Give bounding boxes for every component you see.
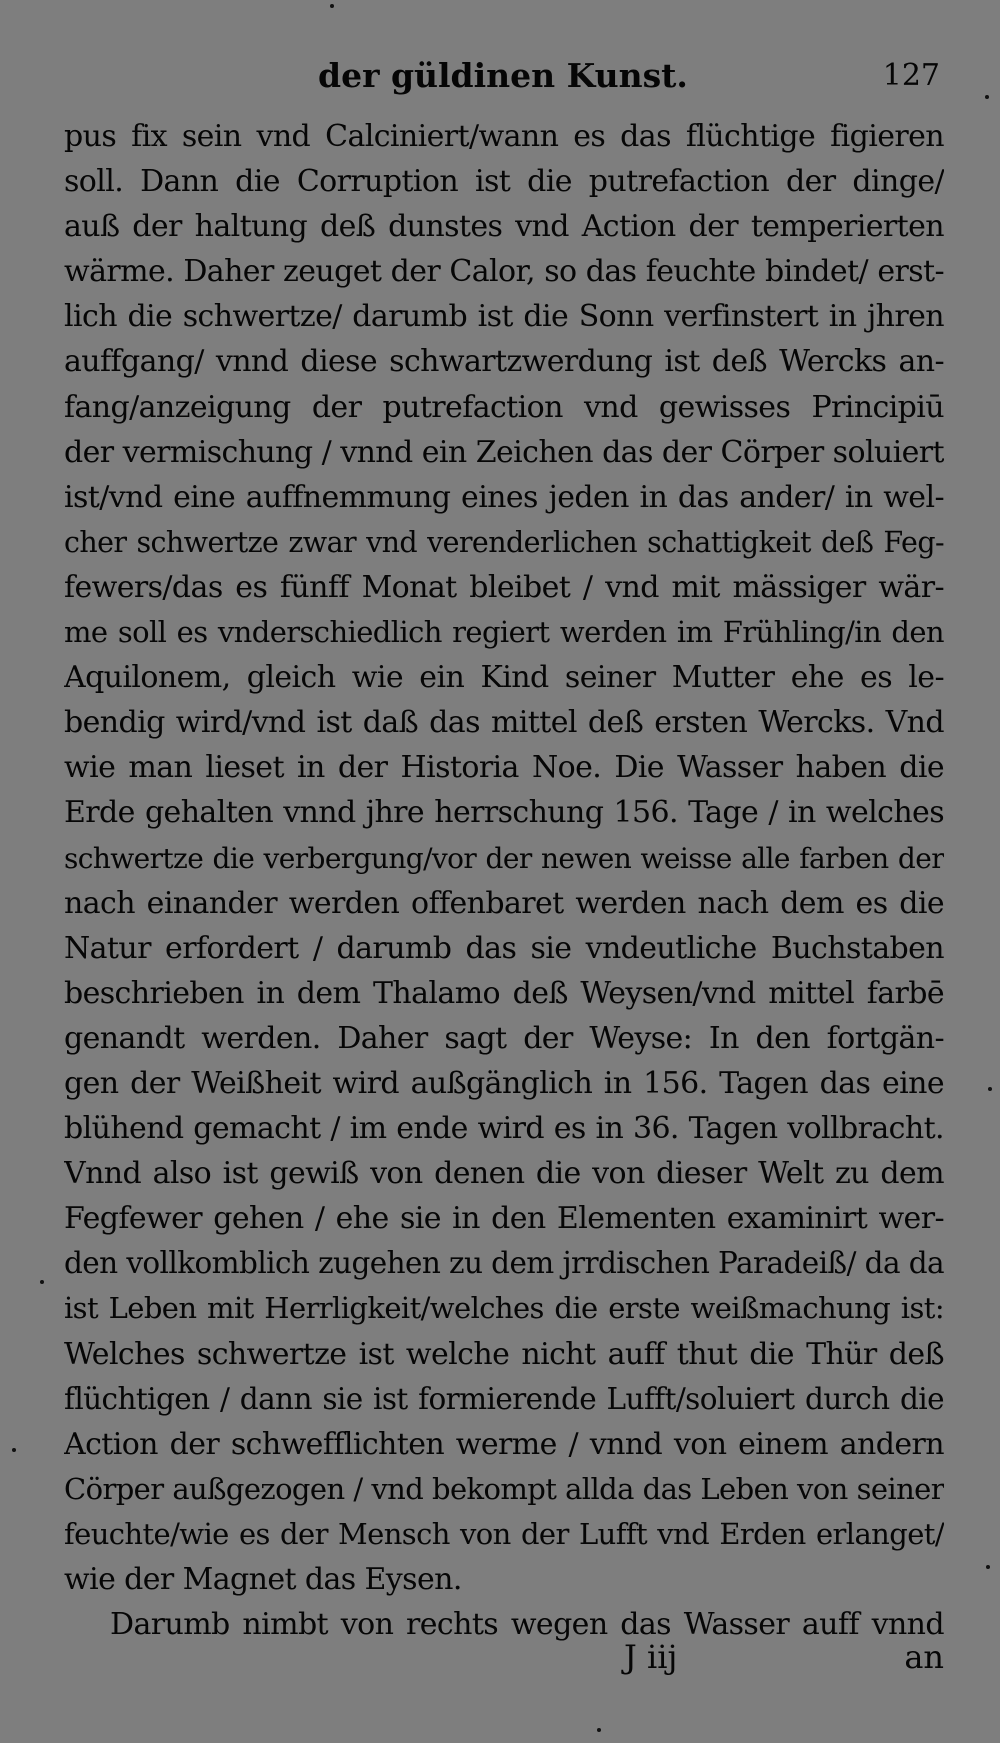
ink-speck [12,1448,16,1452]
text-line: auß der haltung deß dunstes vnd Action der temperierten [64,209,944,245]
text-line: schwertze die verbergung/vor der newen weisse alle farben der [64,841,944,875]
text-line: lich die schwertze/ darumb ist die Sonn verfinstert in jhren [64,299,944,335]
text-line: auffgang/ vnnd diese schwartzwerdung ist deß Wercks an- [64,344,944,380]
text-line: fewers/das es fünff Monat bleibet / vnd mit mässiger wär- [64,569,944,605]
text-line: beschrieben in dem Thalamo deß Weysen/vnd mittel farbē [64,975,944,1011]
text-line: flüchtigen / dann sie ist formierende Lufft/soluiert durch die [64,1381,944,1416]
text-line-paragraph-start: Darumb nimbt von rechts wegen das Wasser auff vnnd [110,1607,944,1643]
catchword: an [904,1638,944,1676]
text-line: ist/vnd eine auffnemmung eines jeden in das ander/ in wel- [64,479,944,515]
text-line: Natur erfordert / darumb das sie vndeutliche Buchstaben [64,930,944,966]
text-line: bendig wird/vnd ist daß das mittel deß ersten Wercks. Vnd [64,705,944,741]
text-line: nach einander werden offenbaret werden nach dem es die [64,885,944,921]
text-line: Fegfewer gehen / ehe sie in den Elementen examinirt wer- [64,1201,944,1237]
text-line: fang/anzeigung der putrefaction vnd gewisses Principiū [64,389,944,425]
body-text [64,114,944,1647]
text-line-paragraph-end: wie der Magnet das Eysen. [64,1562,462,1597]
running-head [60,56,940,106]
text-line: wie man lieset in der Historia Noe. Die Wasser haben die [64,750,944,786]
text-line: Aquilonem, gleich wie ein Kind seiner Mutter ehe es le- [64,660,944,696]
text-line: soll. Dann die Corruption ist die putrefaction der dinge/ [64,164,944,200]
text-line: blühend gemacht / im ende wird es in 36. Tagen vollbracht. [64,1111,944,1147]
text-line: genandt werden. Daher sagt der Weyse: In den fortgän- [64,1020,944,1056]
text-line: ist Leben mit Herrligkeit/welches die erste weißmachung ist: [64,1291,944,1326]
ink-speck [597,1728,601,1732]
text-line: Vnnd also ist gewiß von denen die von dieser Welt zu dem [64,1156,944,1192]
text-line: me soll es vnderschiedlich regiert werden im Frühling/in den [64,615,944,650]
page-footer [64,1638,944,1688]
text-line: der vermischung / vnnd ein Zeichen das der Cörper soluiert [64,434,944,470]
text-line: Cörper außgezogen / vnd bekompt allda das Leben von seiner [64,1471,944,1506]
signature-mark: J iij [624,1638,678,1676]
text-line: wärme. Daher zeuget der Calor, so das feuchte bindet/ erst- [64,254,944,290]
ink-speck [985,95,989,99]
text-line: Welches schwertze ist welche nicht auff thut die Thür deß [64,1336,944,1372]
text-line: Erde gehalten vnnd jhre herrschung 156. Tage / in welches [64,795,944,831]
ink-speck [986,1565,990,1569]
ink-speck [988,1087,992,1091]
text-line: Action der schwefflichten werme / vnnd von einem andern [64,1426,944,1462]
ink-speck [330,4,334,8]
ink-speck [40,1280,44,1284]
text-line: cher schwertze zwar vnd verenderlichen schattigkeit deß Feg- [64,525,944,559]
page-number: 127 [882,58,940,93]
running-title: der güldinen Kunst. [318,56,688,95]
text-line: feuchte/wie es der Mensch von der Lufft vnd Erden erlanget/ [64,1516,944,1551]
text-line: pus fix sein vnd Calciniert/wann es das flüchtige figieren [64,119,944,154]
text-line: gen der Weißheit wird außgänglich in 156. Tagen das eine [64,1065,944,1101]
text-line: den vollkomblich zugehen zu dem jrrdischen Paradeiß/ da da [64,1246,944,1281]
